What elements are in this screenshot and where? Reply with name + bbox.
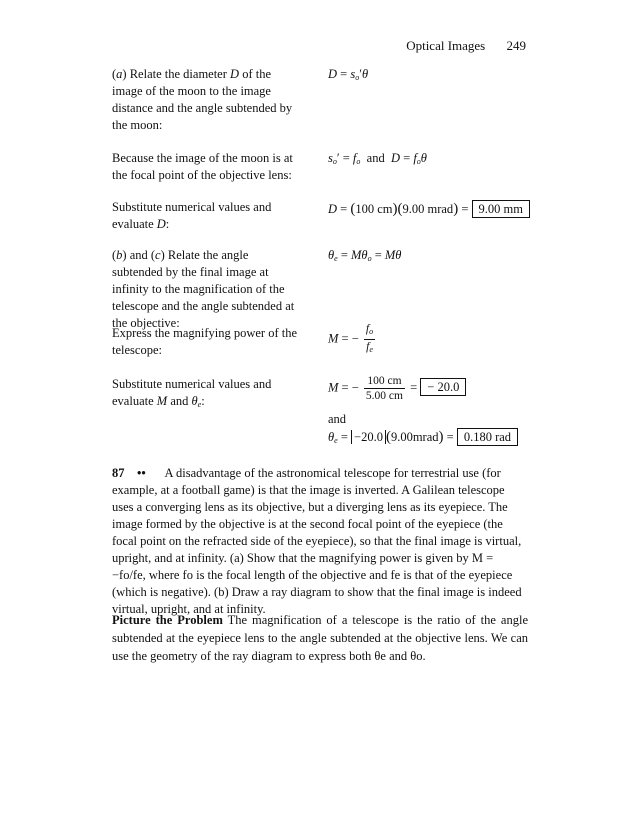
step-6-result: − 20.0	[420, 378, 466, 396]
step-5-text: Express the magnifying power of the telescope:	[112, 326, 298, 357]
step-3-equation: D = (100 cm)(9.00 mrad) = 9.00 mm	[328, 200, 530, 218]
and-word: and	[328, 412, 347, 426]
step-6-equation-2: $\theta_e = -20.0$ (9.00mrad) = 0.180 rad	[328, 428, 518, 449]
fraction-100-5: $\frac{100 cm}{5.00 cm}$	[365, 375, 403, 402]
step-6-text: Substitute numerical values and evaluate M and $\theta_e$:	[112, 377, 272, 409]
step-2-text: Because the image of the moon is at the focal point of the objective lens:	[112, 151, 293, 182]
picture-text: The magnification of a telescope is the ratio of the angle subtended at the eyepiece lens to the angle subtended at the objective lens. We can use the geometry of the ray diagram to express both θe and θo.	[112, 613, 528, 663]
step-1-equation: $D = s_o'\theta$	[328, 67, 369, 82]
problem-87	[112, 465, 528, 618]
problem-number: 87	[112, 466, 125, 480]
step-2-equation: $s_o' = f_o$ and $D = f_o\theta$	[328, 151, 427, 166]
step-6-result-2: 0.180 rad	[457, 428, 518, 446]
fraction-fo-fe: $\frac{f_o}{f_e}$	[365, 323, 374, 354]
page-number: 249	[506, 38, 526, 53]
step-3-result: 9.00 mm	[472, 200, 530, 218]
step-5-equation: M = − $\frac{f_o}{f_e}$	[328, 322, 377, 357]
picture-the-problem	[112, 611, 528, 665]
page-header	[388, 38, 526, 54]
step-4-equation: $\theta_e = M\theta_o = M\theta$	[328, 248, 402, 263]
step-6-equation: M = − $\frac{100 cm}{5.00 cm}$ = − 20.0	[328, 374, 466, 403]
problem-text: A disadvantage of the astronomical telescope for terrestrial use (for example, at a football game) is that the image is inverted. A Galilean telescope uses a converging lens as its objective, but a diverging lens as its eyepiece. The image formed by the objective is at the second focal point of the eyepiece (the focal point on the refracted side of the eyepiece), so that the final image is virtual, upright, and at infinity. (a) Show that the magnifying power is given by M = −fo/fe, where fo is the focal length of the objective and fe is that of the eyepiece (which is negative). (b) Draw a ray diagram to show that the final image is indeed virtual, upright, and at infinity.	[112, 466, 522, 616]
step-1-text: (a) Relate the diameter D of the image of the moon to the image distance and the angle subtended by the moon:	[112, 67, 293, 132]
step-4-text: (b) and (c) Relate the angle subtended by the final image at infinity to the magnification of the telescope and the angle subtended at the objective:	[112, 248, 295, 330]
step-3-text: Substitute numerical values and evaluate D:	[112, 200, 272, 231]
difficulty-dots: ••	[137, 466, 146, 480]
running-title: Optical Images	[406, 38, 486, 53]
picture-heading: Picture the Problem	[112, 613, 223, 627]
